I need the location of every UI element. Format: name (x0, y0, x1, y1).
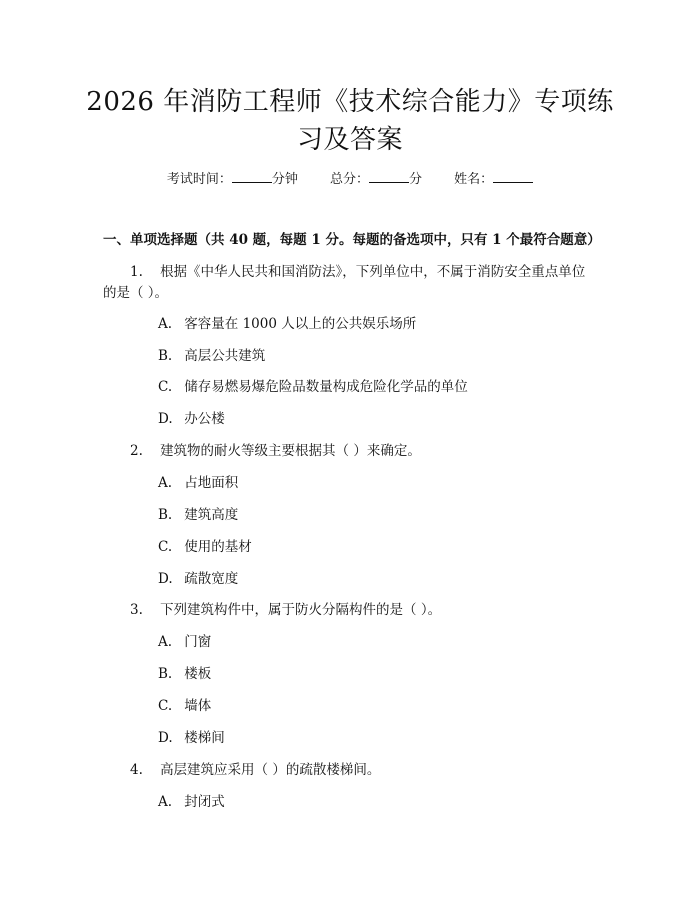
question-text: 高层建筑应采用（ ）的疏散楼梯间。 (160, 762, 381, 778)
question-2-option-d (158, 569, 238, 589)
question-number: 1. (130, 264, 143, 280)
option-text: 使用的基材 (184, 539, 252, 555)
document-title-line1: 2026 年消防工程师《技术综合能力》专项练 (86, 87, 614, 117)
option-letter: B. (158, 666, 173, 682)
question-1-option-d (158, 409, 225, 429)
option-letter: C. (158, 539, 173, 555)
option-text: 占地面积 (184, 475, 239, 491)
question-2 (103, 441, 618, 461)
option-letter: C. (158, 379, 173, 395)
option-text: 办公楼 (184, 411, 225, 427)
question-3 (103, 600, 618, 620)
option-text: 客容量在 1000 人以上的公共娱乐场所 (184, 316, 417, 332)
name-field (454, 172, 533, 187)
question-3-option-a (158, 632, 211, 652)
option-letter: D. (158, 730, 173, 746)
question-1-option-c (158, 377, 468, 397)
option-text: 楼梯间 (184, 730, 225, 746)
option-text: 封闭式 (184, 794, 225, 810)
exam-time-blank (232, 168, 272, 183)
option-letter: A. (158, 634, 173, 650)
question-number: 4. (130, 762, 143, 778)
question-text: 根据《中华人民共和国消防法》，下列单位中，不属于消防安全重点单位 (160, 264, 586, 280)
option-text: 储存易燃易爆危险品数量构成危险化学品的单位 (184, 379, 468, 395)
option-letter: D. (158, 411, 173, 427)
name-label: 姓名： (454, 172, 494, 187)
question-4 (103, 760, 618, 780)
option-text: 建筑高度 (184, 507, 239, 523)
question-3-option-b (158, 664, 211, 684)
exam-time-label: 考试时间： (166, 172, 232, 187)
question-2-option-b (158, 505, 238, 525)
exam-time-unit: 分钟 (271, 172, 298, 187)
total-score-unit: 分 (409, 172, 423, 187)
exam-info (0, 168, 700, 190)
total-score-blank (369, 168, 409, 183)
option-letter: C. (158, 698, 173, 714)
exam-time-field (167, 172, 298, 187)
question-1-option-b (158, 346, 265, 366)
option-letter: A. (158, 794, 173, 810)
section-heading: 一、单项选择题（共 40 题，每题 1 分。每题的备选项中，只有 1 个最符合题意） (103, 232, 601, 248)
question-number: 2. (130, 443, 143, 459)
question-2-option-a (158, 473, 238, 493)
question-2-option-c (158, 537, 252, 557)
option-text: 门窗 (184, 634, 212, 650)
question-3-option-c (158, 696, 211, 716)
option-letter: A. (158, 316, 173, 332)
question-1-line1 (103, 262, 618, 282)
question-4-option-a (158, 792, 225, 812)
question-number: 3. (130, 602, 143, 618)
option-text: 墙体 (184, 698, 212, 714)
question-1-line2: 的是（ ）。 (103, 285, 169, 301)
option-text: 高层公共建筑 (184, 348, 266, 364)
total-score-field (330, 172, 422, 187)
question-text: 下列建筑构件中，属于防火分隔构件的是（ ）。 (160, 602, 442, 618)
question-text: 建筑物的耐火等级主要根据其（ ）来确定。 (160, 443, 421, 459)
option-text: 楼板 (184, 666, 212, 682)
question-1-option-a (158, 314, 416, 334)
option-letter: B. (158, 348, 173, 364)
question-3-option-d (158, 728, 225, 748)
total-score-label: 总分： (329, 172, 369, 187)
name-blank (493, 168, 533, 183)
option-letter: A. (158, 475, 173, 491)
option-text: 疏散宽度 (184, 571, 239, 587)
option-letter: B. (158, 507, 173, 523)
document-title-line2: 习及答案 (296, 125, 403, 155)
option-letter: D. (158, 571, 173, 587)
